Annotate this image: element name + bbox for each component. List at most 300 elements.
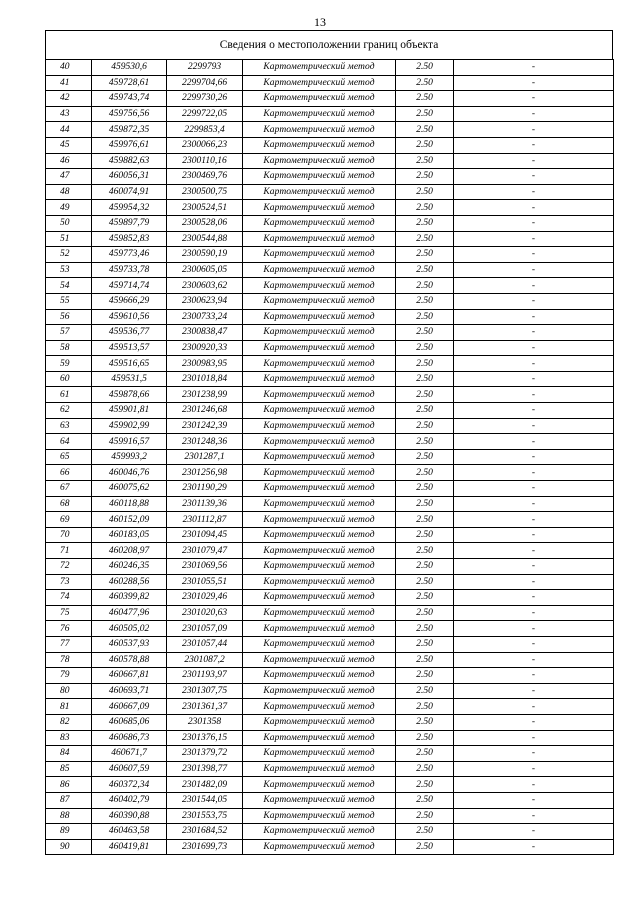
x-coordinate-cell: 460671,7 (92, 746, 167, 762)
x-coordinate-cell: 460246,35 (92, 559, 167, 575)
y-coordinate-cell: 2300544,88 (167, 231, 243, 247)
point-number-cell: 58 (46, 340, 92, 356)
table-row (46, 60, 614, 76)
description-cell: - (454, 668, 614, 684)
table-row (46, 169, 614, 185)
x-coordinate-cell: 460208,97 (92, 543, 167, 559)
point-number-cell: 77 (46, 636, 92, 652)
point-number-cell: 85 (46, 761, 92, 777)
x-coordinate-cell: 460463,58 (92, 824, 167, 840)
method-cell: Картометрический метод (243, 153, 396, 169)
point-number-cell: 89 (46, 824, 92, 840)
description-cell: - (454, 481, 614, 497)
point-number-cell: 44 (46, 122, 92, 138)
point-number-cell: 84 (46, 746, 92, 762)
table-row (46, 808, 614, 824)
point-number-cell: 67 (46, 481, 92, 497)
table-row (46, 668, 614, 684)
accuracy-cell: 2.50 (396, 652, 454, 668)
description-cell: - (454, 496, 614, 512)
description-cell: - (454, 824, 614, 840)
method-cell: Картометрический метод (243, 106, 396, 122)
description-cell: - (454, 106, 614, 122)
description-cell: - (454, 792, 614, 808)
description-cell: - (454, 184, 614, 200)
table-row (46, 247, 614, 263)
accuracy-cell: 2.50 (396, 792, 454, 808)
table-row (46, 777, 614, 793)
x-coordinate-cell: 460686,73 (92, 730, 167, 746)
x-coordinate-cell: 460075,62 (92, 481, 167, 497)
x-coordinate-cell: 459882,63 (92, 153, 167, 169)
y-coordinate-cell: 2301055,51 (167, 574, 243, 590)
table-row (46, 449, 614, 465)
point-number-cell: 88 (46, 808, 92, 824)
table-row (46, 496, 614, 512)
accuracy-cell: 2.50 (396, 512, 454, 528)
point-number-cell: 45 (46, 137, 92, 153)
description-cell: - (454, 247, 614, 263)
table-row (46, 730, 614, 746)
x-coordinate-cell: 459976,61 (92, 137, 167, 153)
y-coordinate-cell: 2301482,09 (167, 777, 243, 793)
table-row (46, 590, 614, 606)
description-cell: - (454, 122, 614, 138)
point-number-cell: 53 (46, 262, 92, 278)
x-coordinate-cell: 460390,88 (92, 808, 167, 824)
point-number-cell: 73 (46, 574, 92, 590)
x-coordinate-cell: 459666,29 (92, 293, 167, 309)
table-row (46, 262, 614, 278)
accuracy-cell: 2.50 (396, 122, 454, 138)
coordinates-table (45, 59, 614, 855)
x-coordinate-cell: 459878,66 (92, 387, 167, 403)
accuracy-cell: 2.50 (396, 824, 454, 840)
x-coordinate-cell: 459610,56 (92, 309, 167, 325)
method-cell: Картометрический метод (243, 636, 396, 652)
description-cell: - (454, 465, 614, 481)
accuracy-cell: 2.50 (396, 746, 454, 762)
x-coordinate-cell: 459897,79 (92, 215, 167, 231)
description-cell: - (454, 403, 614, 419)
x-coordinate-cell: 459993,2 (92, 449, 167, 465)
description-cell: - (454, 371, 614, 387)
method-cell: Картометрический метод (243, 169, 396, 185)
table-row (46, 761, 614, 777)
y-coordinate-cell: 2300500,75 (167, 184, 243, 200)
method-cell: Картометрический метод (243, 746, 396, 762)
y-coordinate-cell: 2299793 (167, 60, 243, 76)
accuracy-cell: 2.50 (396, 169, 454, 185)
accuracy-cell: 2.50 (396, 356, 454, 372)
y-coordinate-cell: 2299853,4 (167, 122, 243, 138)
accuracy-cell: 2.50 (396, 668, 454, 684)
method-cell: Картометрический метод (243, 839, 396, 855)
method-cell: Картометрический метод (243, 387, 396, 403)
method-cell: Картометрический метод (243, 278, 396, 294)
accuracy-cell: 2.50 (396, 60, 454, 76)
method-cell: Картометрический метод (243, 356, 396, 372)
y-coordinate-cell: 2301242,39 (167, 418, 243, 434)
method-cell: Картометрический метод (243, 824, 396, 840)
point-number-cell: 57 (46, 325, 92, 341)
table-row (46, 481, 614, 497)
x-coordinate-cell: 459516,65 (92, 356, 167, 372)
description-cell: - (454, 527, 614, 543)
accuracy-cell: 2.50 (396, 621, 454, 637)
method-cell: Картометрический метод (243, 792, 396, 808)
method-cell: Картометрический метод (243, 559, 396, 575)
point-number-cell: 50 (46, 215, 92, 231)
description-cell: - (454, 60, 614, 76)
table-row (46, 325, 614, 341)
y-coordinate-cell: 2300838,47 (167, 325, 243, 341)
accuracy-cell: 2.50 (396, 403, 454, 419)
y-coordinate-cell: 2301684,52 (167, 824, 243, 840)
x-coordinate-cell: 460183,05 (92, 527, 167, 543)
x-coordinate-cell: 459773,46 (92, 247, 167, 263)
accuracy-cell: 2.50 (396, 636, 454, 652)
y-coordinate-cell: 2301079,47 (167, 543, 243, 559)
x-coordinate-cell: 460399,82 (92, 590, 167, 606)
table-row (46, 839, 614, 855)
accuracy-cell: 2.50 (396, 481, 454, 497)
point-number-cell: 81 (46, 699, 92, 715)
table-row (46, 215, 614, 231)
point-number-cell: 72 (46, 559, 92, 575)
method-cell: Картометрический метод (243, 293, 396, 309)
table-row (46, 621, 614, 637)
method-cell: Картометрический метод (243, 231, 396, 247)
point-number-cell: 52 (46, 247, 92, 263)
point-number-cell: 70 (46, 527, 92, 543)
y-coordinate-cell: 2301379,72 (167, 746, 243, 762)
x-coordinate-cell: 459531,5 (92, 371, 167, 387)
method-cell: Картометрический метод (243, 403, 396, 419)
accuracy-cell: 2.50 (396, 777, 454, 793)
point-number-cell: 59 (46, 356, 92, 372)
x-coordinate-cell: 460685,06 (92, 714, 167, 730)
y-coordinate-cell: 2301069,56 (167, 559, 243, 575)
method-cell: Картометрический метод (243, 215, 396, 231)
method-cell: Картометрический метод (243, 200, 396, 216)
accuracy-cell: 2.50 (396, 683, 454, 699)
y-coordinate-cell: 2300605,05 (167, 262, 243, 278)
x-coordinate-cell: 460505,02 (92, 621, 167, 637)
table-title: Сведения о местоположении границ объекта (45, 30, 613, 59)
x-coordinate-cell: 459902,99 (92, 418, 167, 434)
method-cell: Картометрический метод (243, 340, 396, 356)
x-coordinate-cell: 459728,61 (92, 75, 167, 91)
method-cell: Картометрический метод (243, 449, 396, 465)
x-coordinate-cell: 459530,6 (92, 60, 167, 76)
accuracy-cell: 2.50 (396, 761, 454, 777)
x-coordinate-cell: 459536,77 (92, 325, 167, 341)
y-coordinate-cell: 2301029,46 (167, 590, 243, 606)
description-cell: - (454, 512, 614, 528)
method-cell: Картометрический метод (243, 808, 396, 824)
table-row (46, 574, 614, 590)
accuracy-cell: 2.50 (396, 106, 454, 122)
accuracy-cell: 2.50 (396, 527, 454, 543)
accuracy-cell: 2.50 (396, 449, 454, 465)
point-number-cell: 71 (46, 543, 92, 559)
y-coordinate-cell: 2299704,66 (167, 75, 243, 91)
accuracy-cell: 2.50 (396, 714, 454, 730)
description-cell: - (454, 636, 614, 652)
description-cell: - (454, 652, 614, 668)
x-coordinate-cell: 460372,34 (92, 777, 167, 793)
table-row (46, 683, 614, 699)
method-cell: Картометрический метод (243, 512, 396, 528)
point-number-cell: 80 (46, 683, 92, 699)
table-row (46, 636, 614, 652)
y-coordinate-cell: 2301358 (167, 714, 243, 730)
description-cell: - (454, 215, 614, 231)
point-number-cell: 90 (46, 839, 92, 855)
description-cell: - (454, 730, 614, 746)
description-cell: - (454, 309, 614, 325)
y-coordinate-cell: 2300603,62 (167, 278, 243, 294)
accuracy-cell: 2.50 (396, 543, 454, 559)
description-cell: - (454, 262, 614, 278)
accuracy-cell: 2.50 (396, 418, 454, 434)
method-cell: Картометрический метод (243, 605, 396, 621)
x-coordinate-cell: 459756,56 (92, 106, 167, 122)
x-coordinate-cell: 459513,57 (92, 340, 167, 356)
table-row (46, 356, 614, 372)
y-coordinate-cell: 2300590,19 (167, 247, 243, 263)
description-cell: - (454, 543, 614, 559)
x-coordinate-cell: 459714,74 (92, 278, 167, 294)
coordinates-table-body (46, 60, 614, 855)
table-row (46, 340, 614, 356)
description-cell: - (454, 169, 614, 185)
table-row (46, 293, 614, 309)
method-cell: Картометрический метод (243, 699, 396, 715)
table-row (46, 106, 614, 122)
table-row (46, 824, 614, 840)
boundary-sheet (45, 30, 613, 855)
point-number-cell: 61 (46, 387, 92, 403)
method-cell: Картометрический метод (243, 309, 396, 325)
point-number-cell: 62 (46, 403, 92, 419)
description-cell: - (454, 839, 614, 855)
y-coordinate-cell: 2301087,2 (167, 652, 243, 668)
accuracy-cell: 2.50 (396, 231, 454, 247)
method-cell: Картометрический метод (243, 496, 396, 512)
point-number-cell: 69 (46, 512, 92, 528)
method-cell: Картометрический метод (243, 481, 396, 497)
table-row (46, 652, 614, 668)
method-cell: Картометрический метод (243, 574, 396, 590)
accuracy-cell: 2.50 (396, 153, 454, 169)
table-row (46, 465, 614, 481)
x-coordinate-cell: 459852,83 (92, 231, 167, 247)
y-coordinate-cell: 2301699,73 (167, 839, 243, 855)
table-row (46, 231, 614, 247)
table-row (46, 543, 614, 559)
description-cell: - (454, 325, 614, 341)
x-coordinate-cell: 460419,81 (92, 839, 167, 855)
x-coordinate-cell: 460288,56 (92, 574, 167, 590)
accuracy-cell: 2.50 (396, 574, 454, 590)
x-coordinate-cell: 460152,09 (92, 512, 167, 528)
table-row (46, 122, 614, 138)
point-number-cell: 66 (46, 465, 92, 481)
accuracy-cell: 2.50 (396, 215, 454, 231)
point-number-cell: 79 (46, 668, 92, 684)
description-cell: - (454, 387, 614, 403)
description-cell: - (454, 75, 614, 91)
description-cell: - (454, 293, 614, 309)
description-cell: - (454, 137, 614, 153)
accuracy-cell: 2.50 (396, 309, 454, 325)
x-coordinate-cell: 460046,76 (92, 465, 167, 481)
y-coordinate-cell: 2300920,33 (167, 340, 243, 356)
x-coordinate-cell: 460578,88 (92, 652, 167, 668)
method-cell: Картометрический метод (243, 543, 396, 559)
accuracy-cell: 2.50 (396, 605, 454, 621)
x-coordinate-cell: 460402,79 (92, 792, 167, 808)
method-cell: Картометрический метод (243, 137, 396, 153)
accuracy-cell: 2.50 (396, 91, 454, 107)
table-row (46, 512, 614, 528)
x-coordinate-cell: 460056,31 (92, 169, 167, 185)
y-coordinate-cell: 2301553,75 (167, 808, 243, 824)
description-cell: - (454, 605, 614, 621)
y-coordinate-cell: 2301398,77 (167, 761, 243, 777)
method-cell: Картометрический метод (243, 777, 396, 793)
table-row (46, 699, 614, 715)
table-row (46, 371, 614, 387)
table-row (46, 746, 614, 762)
x-coordinate-cell: 460537,93 (92, 636, 167, 652)
method-cell: Картометрический метод (243, 434, 396, 450)
table-row (46, 91, 614, 107)
y-coordinate-cell: 2299730,26 (167, 91, 243, 107)
y-coordinate-cell: 2301193,97 (167, 668, 243, 684)
x-coordinate-cell: 460477,96 (92, 605, 167, 621)
accuracy-cell: 2.50 (396, 371, 454, 387)
x-coordinate-cell: 459743,74 (92, 91, 167, 107)
description-cell: - (454, 683, 614, 699)
table-row (46, 792, 614, 808)
description-cell: - (454, 746, 614, 762)
description-cell: - (454, 91, 614, 107)
point-number-cell: 82 (46, 714, 92, 730)
y-coordinate-cell: 2301238,99 (167, 387, 243, 403)
point-number-cell: 63 (46, 418, 92, 434)
method-cell: Картометрический метод (243, 418, 396, 434)
accuracy-cell: 2.50 (396, 200, 454, 216)
y-coordinate-cell: 2300066,23 (167, 137, 243, 153)
method-cell: Картометрический метод (243, 247, 396, 263)
point-number-cell: 68 (46, 496, 92, 512)
y-coordinate-cell: 2301361,37 (167, 699, 243, 715)
y-coordinate-cell: 2300528,06 (167, 215, 243, 231)
accuracy-cell: 2.50 (396, 434, 454, 450)
point-number-cell: 60 (46, 371, 92, 387)
accuracy-cell: 2.50 (396, 262, 454, 278)
description-cell: - (454, 808, 614, 824)
y-coordinate-cell: 2301246,68 (167, 403, 243, 419)
accuracy-cell: 2.50 (396, 559, 454, 575)
y-coordinate-cell: 2301307,75 (167, 683, 243, 699)
point-number-cell: 46 (46, 153, 92, 169)
method-cell: Картометрический метод (243, 75, 396, 91)
table-row (46, 278, 614, 294)
table-row (46, 559, 614, 575)
x-coordinate-cell: 460667,09 (92, 699, 167, 715)
accuracy-cell: 2.50 (396, 75, 454, 91)
accuracy-cell: 2.50 (396, 387, 454, 403)
y-coordinate-cell: 2301139,36 (167, 496, 243, 512)
point-number-cell: 87 (46, 792, 92, 808)
method-cell: Картометрический метод (243, 122, 396, 138)
table-row (46, 605, 614, 621)
table-row (46, 434, 614, 450)
accuracy-cell: 2.50 (396, 730, 454, 746)
description-cell: - (454, 418, 614, 434)
y-coordinate-cell: 2301018,84 (167, 371, 243, 387)
accuracy-cell: 2.50 (396, 278, 454, 294)
point-number-cell: 83 (46, 730, 92, 746)
accuracy-cell: 2.50 (396, 293, 454, 309)
point-number-cell: 74 (46, 590, 92, 606)
method-cell: Картометрический метод (243, 590, 396, 606)
y-coordinate-cell: 2301190,29 (167, 481, 243, 497)
accuracy-cell: 2.50 (396, 808, 454, 824)
method-cell: Картометрический метод (243, 761, 396, 777)
table-row (46, 137, 614, 153)
y-coordinate-cell: 2301544,05 (167, 792, 243, 808)
point-number-cell: 47 (46, 169, 92, 185)
point-number-cell: 86 (46, 777, 92, 793)
description-cell: - (454, 434, 614, 450)
accuracy-cell: 2.50 (396, 465, 454, 481)
x-coordinate-cell: 459954,32 (92, 200, 167, 216)
x-coordinate-cell: 460607,59 (92, 761, 167, 777)
description-cell: - (454, 761, 614, 777)
method-cell: Картометрический метод (243, 184, 396, 200)
y-coordinate-cell: 2300110,16 (167, 153, 243, 169)
point-number-cell: 78 (46, 652, 92, 668)
table-row (46, 309, 614, 325)
y-coordinate-cell: 2300524,51 (167, 200, 243, 216)
description-cell: - (454, 777, 614, 793)
accuracy-cell: 2.50 (396, 496, 454, 512)
y-coordinate-cell: 2300469,76 (167, 169, 243, 185)
point-number-cell: 42 (46, 91, 92, 107)
accuracy-cell: 2.50 (396, 137, 454, 153)
table-row (46, 387, 614, 403)
method-cell: Картометрический метод (243, 621, 396, 637)
table-row (46, 200, 614, 216)
description-cell: - (454, 590, 614, 606)
y-coordinate-cell: 2300623,94 (167, 293, 243, 309)
point-number-cell: 65 (46, 449, 92, 465)
y-coordinate-cell: 2301256,98 (167, 465, 243, 481)
x-coordinate-cell: 460118,88 (92, 496, 167, 512)
accuracy-cell: 2.50 (396, 839, 454, 855)
method-cell: Картометрический метод (243, 60, 396, 76)
method-cell: Картометрический метод (243, 652, 396, 668)
x-coordinate-cell: 460693,71 (92, 683, 167, 699)
x-coordinate-cell: 459916,57 (92, 434, 167, 450)
table-row (46, 153, 614, 169)
y-coordinate-cell: 2300983,95 (167, 356, 243, 372)
